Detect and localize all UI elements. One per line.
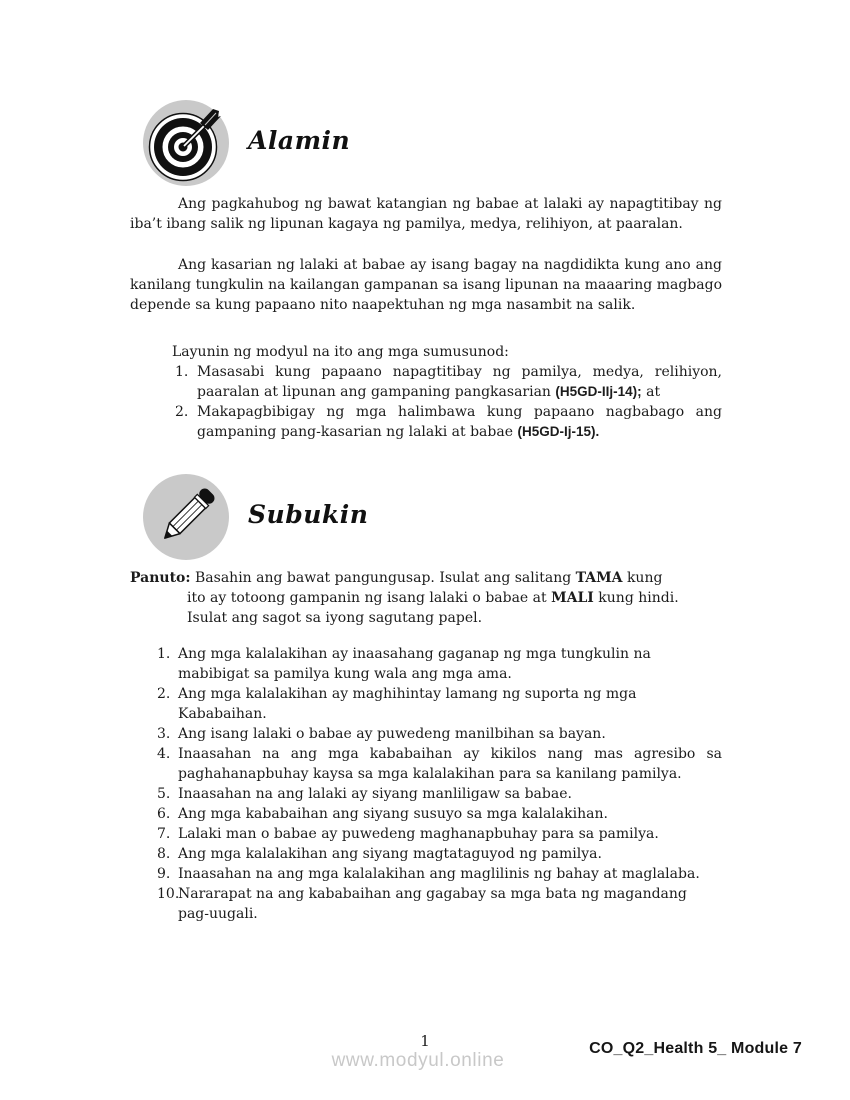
statement-item-4: Inaasahan na ang mga kababaihan ay kikilos nang mas agresibo sa paghahanapbuhay kaysa sa mga kalalakihan para sa kanilang pamilya. (178, 746, 722, 782)
objectives-intro: Layunin ng modyul na ito ang mga sumusunod: (172, 344, 509, 360)
module-reference: CO_Q2_Health 5_ Module 7 (589, 1040, 802, 1057)
watermark: www.modyul.online (331, 1050, 505, 1071)
keyword-tama: TAMA (575, 570, 623, 586)
objective-item-2 (175, 402, 722, 442)
objective-text: Masasabi kung papaano napagtitibay ng pamilya, medya, relihiyon, paaralan at lipunan ang gampaning pangkasarian (197, 364, 722, 400)
objectives-list (175, 362, 722, 442)
statement-item-8: Ang mga kalalakihan ang siyang magtataguyod ng pamilya. (178, 846, 602, 862)
melc-code: (H5GD-Ij-15). (517, 424, 600, 439)
objective-text-post: at (641, 384, 661, 400)
objective-text: Makapagbibigay ng mga halimbawa kung papaano nagbabago ang gampaning pang-kasarian ng lalaki at babae (197, 404, 722, 440)
target-dartboard-icon (143, 100, 229, 186)
objective-item-1 (175, 362, 722, 402)
statement-item-6: Ang mga kababaihan ang siyang susuyo sa mga kalalakihan. (178, 806, 608, 822)
intro-paragraph-1: Ang pagkahubog ng bawat katangian ng babae at lalaki ay napagtitibay ng iba’t ibang salik ng lipunan kagaya ng pamilya, medya, relihiyon, at paaralan. (130, 196, 722, 232)
panuto-label: Panuto: (130, 570, 191, 586)
objectives-block (130, 342, 722, 442)
statement-item-5: Inaasahan na ang lalaki ay siyang manliligaw sa babae. (178, 786, 572, 802)
page-number: 1 (420, 1032, 430, 1050)
panuto-text: ito ay totoong gampanin ng isang lalaki o babae at (187, 590, 552, 606)
statement-item-7: Lalaki man o babae ay puwedeng maghanapbuhay para sa pamilya. (178, 826, 659, 842)
statement-item-9: Inaasahan na ang mga kalalakihan ang maglilinis ng bahay at maglalaba. (178, 866, 700, 882)
statement-item-2: Ang mga kalalakihan ay maghihintay lamang ng suporta ng mga Kababaihan. (178, 686, 637, 722)
statement-item-3: Ang isang lalaki o babae ay puwedeng manilbihan sa bayan. (178, 726, 606, 742)
alamin-heading: Alamin (248, 126, 351, 155)
panuto-text: Isulat ang sagot sa iyong sagutang papel. (187, 610, 483, 626)
panuto-text: Basahin ang bawat pangungusap. Isulat ang salitang (195, 570, 576, 586)
intro-paragraph-2: Ang kasarian ng lalaki at babae ay isang bagay na nagdidikta kung ano ang kanilang tungkulin na kailangan gampanan sa isang lipunan na maaaring magbago depende sa kung papaano nito naapektuhan ng mga nasambit na salik. (130, 257, 722, 313)
panuto-text: kung hindi. (593, 590, 679, 606)
subukin-header (130, 474, 722, 560)
statement-item-10: Nararapat na ang kababaihan ang gagabay sa mga bata ng magandang pag-uugali. (178, 886, 687, 922)
statements-list (157, 644, 722, 924)
keyword-mali: MALI (551, 590, 594, 606)
subukin-heading: Subukin (248, 500, 369, 529)
alamin-header (130, 100, 722, 186)
pencil-icon (143, 474, 229, 560)
panuto-block (130, 568, 722, 628)
melc-code: (H5GD-IIj-14); (555, 384, 642, 399)
statement-item-1: Ang mga kalalakihan ay inaasahang gaganap ng mga tungkulin na mabibigat sa pamilya kung wala ang mga ama. (178, 646, 651, 682)
panuto-text: kung (622, 570, 663, 586)
